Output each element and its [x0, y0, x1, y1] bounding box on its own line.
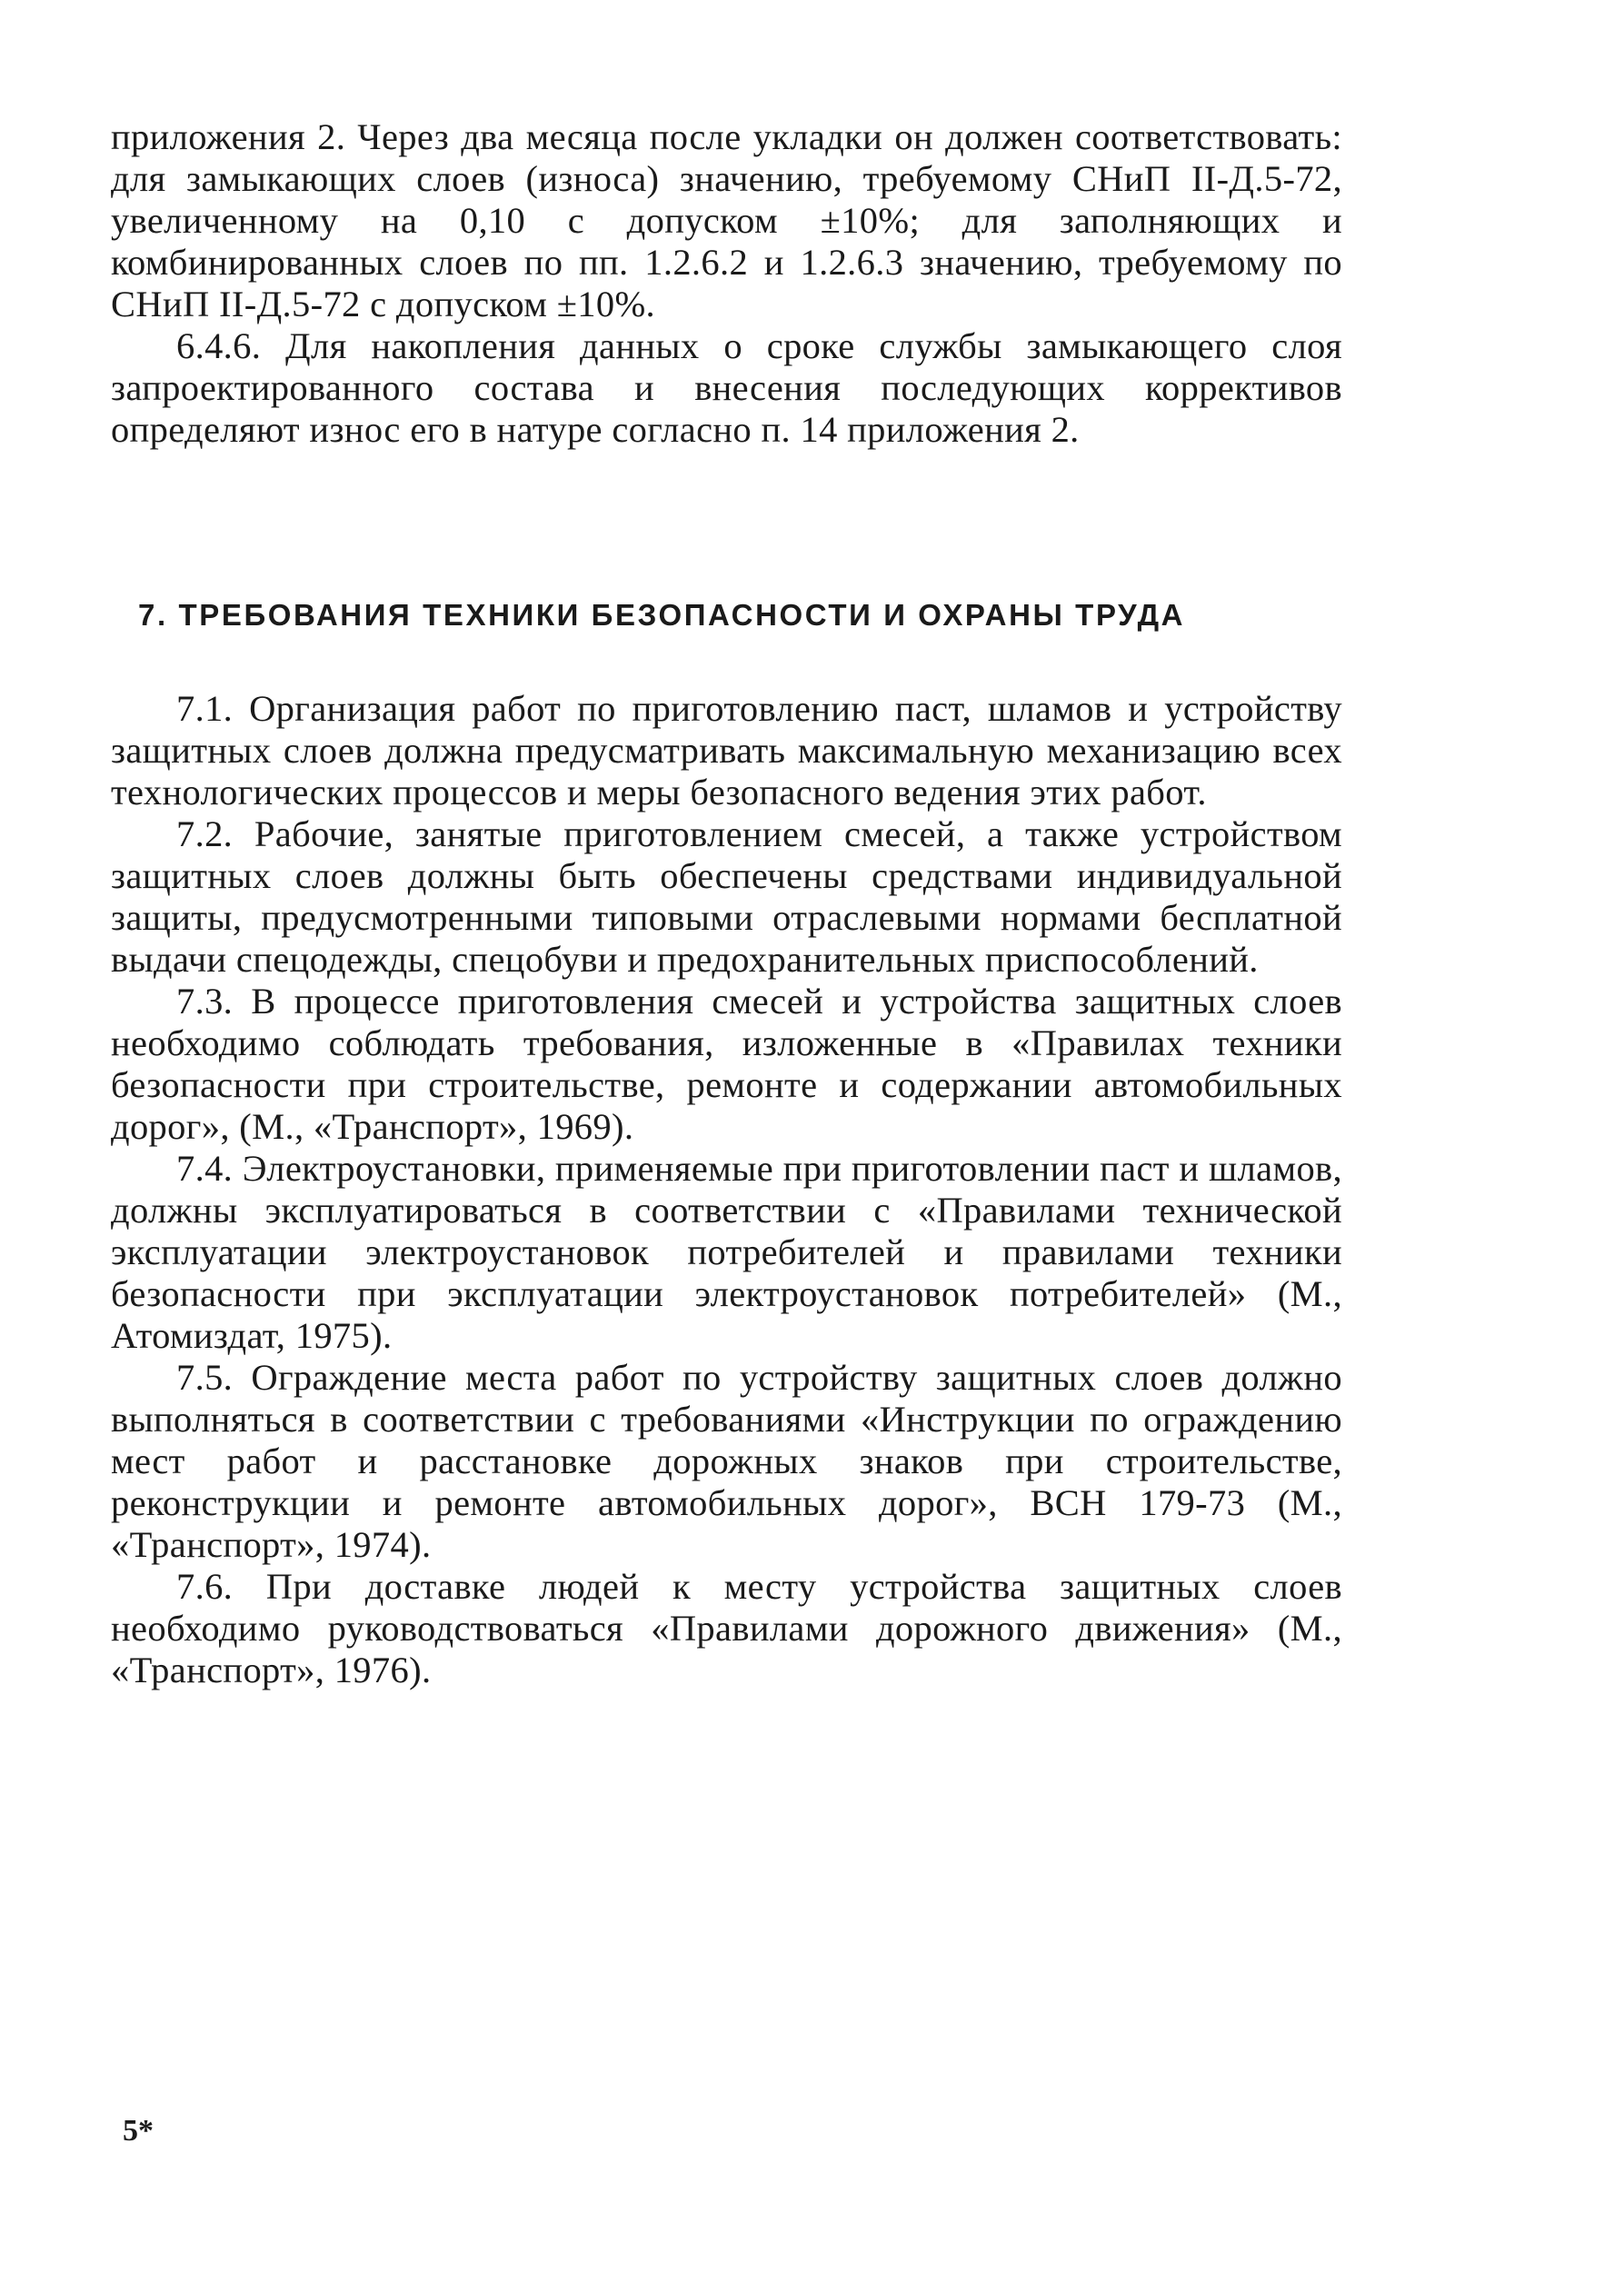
page-number: 5* — [123, 2114, 154, 2148]
paragraph-6-4-6: 6.4.6. Для накопления данных о сроке службы замыкающего слоя запроектированного состава и внесения последующих коррективов определяют износ его в натуре согласно п. 14 приложения 2. — [111, 325, 1342, 450]
paragraph-7-5: 7.5. Ограждение места работ по устройству защитных слоев должно выполняться в соответствии с требованиями «Инструкции по ограждению мест работ и расстановке дорожных знаков при строительстве, реконструкции и ремонте автомобильных дорог», ВСН 179-73 (М., «Транспорт», 1974). — [111, 1357, 1342, 1565]
top-text-block — [111, 116, 1342, 451]
paragraph-7-4: 7.4. Электроустановки, применяемые при приготовлении паст и шламов, должны эксплуатироваться в соответствии с «Правилами технической эксплуатации электроустановок потребителей и правилами техники безопасности при эксплуатации электроустановок потребителей» (М., Атомиздат, 1975). — [111, 1148, 1342, 1356]
section-7-body — [111, 688, 1342, 1691]
continuation-paragraph: приложения 2. Через два месяца после укладки он должен соответствовать: для замыкающих слоев (износа) значению, требуемому СНиП II-Д.5-72, увеличенному на 0,10 с допуском ±10%; для заполняющих и комбинированных слоев по пп. 1.2.6.2 и 1.2.6.3 значению, требуемому по СНиП II-Д.5-72 с допуском ±10%. — [111, 116, 1342, 324]
paragraph-7-6: 7.6. При доставке людей к месту устройства защитных слоев необходимо руководствоваться «Правилами дорожного движения» (М., «Транспорт», 1976). — [111, 1566, 1342, 1690]
paragraph-7-2: 7.2. Рабочие, занятые приготовлением смесей, а также устройством защитных слоев должны быть обеспечены средствами индивидуальной защиты, предусмотренными типовыми отраслевыми нормами бесплатной выдачи спецодежды, спецобуви и предохранительных приспособлений. — [111, 813, 1342, 980]
section-heading: 7. ТРЕБОВАНИЯ ТЕХНИКИ БЕЗОПАСНОСТИ И ОХРАНЫ ТРУДА — [138, 598, 1186, 632]
paragraph-7-3: 7.3. В процессе приготовления смесей и устройства защитных слоев необходимо соблюдать требования, изложенные в «Правилах техники безопасности при строительстве, ремонте и содержании автомобильных дорог», (М., «Транспорт», 1969). — [111, 981, 1342, 1147]
paragraph-7-1: 7.1. Организация работ по приготовлению паст, шламов и устройству защитных слоев должна предусматривать максимальную механизацию всех технологических процессов и меры безопасного ведения этих работ. — [111, 688, 1342, 812]
